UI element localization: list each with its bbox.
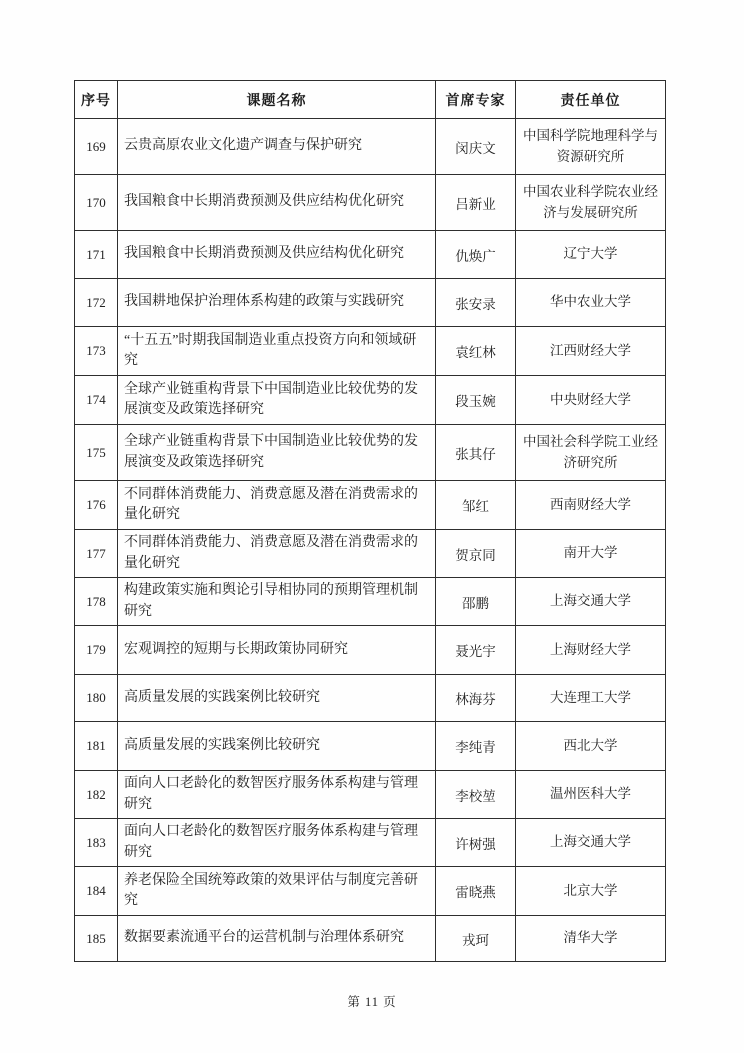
project-title: 高质量发展的实践案例比较研究 [118, 722, 436, 771]
row-number: 177 [75, 530, 118, 578]
table-row [75, 722, 666, 771]
table-row [75, 425, 666, 481]
col-header-chief-expert: 首席专家 [436, 81, 516, 119]
chief-expert: 张安录 [436, 279, 516, 327]
responsible-unit: 大连理工大学 [516, 675, 666, 722]
table-row [75, 327, 666, 376]
row-number: 183 [75, 819, 118, 867]
chief-expert: 袁红林 [436, 327, 516, 376]
projects-table [74, 80, 666, 962]
row-number: 176 [75, 481, 118, 530]
col-header-project-title: 课题名称 [118, 81, 436, 119]
responsible-unit: 辽宁大学 [516, 231, 666, 279]
table-row [75, 819, 666, 867]
responsible-unit: 清华大学 [516, 916, 666, 962]
project-title: 全球产业链重构背景下中国制造业比较优势的发展演变及政策选择研究 [118, 425, 436, 481]
table-row [75, 626, 666, 675]
chief-expert: 李校堃 [436, 771, 516, 819]
table-row [75, 231, 666, 279]
row-number: 171 [75, 231, 118, 279]
table-header-row [75, 81, 666, 119]
project-title: 面向人口老龄化的数智医疗服务体系构建与管理研究 [118, 819, 436, 867]
responsible-unit: 上海财经大学 [516, 626, 666, 675]
table-row [75, 916, 666, 962]
table-row [75, 771, 666, 819]
project-title: 不同群体消费能力、消费意愿及潜在消费需求的量化研究 [118, 530, 436, 578]
row-number: 169 [75, 119, 118, 175]
responsible-unit: 华中农业大学 [516, 279, 666, 327]
responsible-unit: 西北大学 [516, 722, 666, 771]
project-title: 我国粮食中长期消费预测及供应结构优化研究 [118, 175, 436, 231]
table-row [75, 530, 666, 578]
project-title: 云贵高原农业文化遗产调查与保护研究 [118, 119, 436, 175]
row-number: 181 [75, 722, 118, 771]
table-row [75, 119, 666, 175]
chief-expert: 张其仔 [436, 425, 516, 481]
table-row [75, 867, 666, 916]
table-row [75, 481, 666, 530]
chief-expert: 戎珂 [436, 916, 516, 962]
chief-expert: 林海芬 [436, 675, 516, 722]
chief-expert: 吕新业 [436, 175, 516, 231]
row-number: 184 [75, 867, 118, 916]
project-title: 我国粮食中长期消费预测及供应结构优化研究 [118, 231, 436, 279]
responsible-unit: 上海交通大学 [516, 819, 666, 867]
table-row [75, 279, 666, 327]
responsible-unit: 上海交通大学 [516, 578, 666, 626]
responsible-unit: 中国农业科学院农业经济与发展研究所 [516, 175, 666, 231]
responsible-unit: 温州医科大学 [516, 771, 666, 819]
project-title: 我国耕地保护治理体系构建的政策与实践研究 [118, 279, 436, 327]
table-row [75, 675, 666, 722]
col-header-number: 序号 [75, 81, 118, 119]
chief-expert: 邵鹏 [436, 578, 516, 626]
table-row [75, 578, 666, 626]
chief-expert: 仇焕广 [436, 231, 516, 279]
project-title: 不同群体消费能力、消费意愿及潜在消费需求的量化研究 [118, 481, 436, 530]
project-title: 数据要素流通平台的运营机制与治理体系研究 [118, 916, 436, 962]
page-number: 第 11 页 [347, 995, 397, 1009]
project-title: 全球产业链重构背景下中国制造业比较优势的发展演变及政策选择研究 [118, 376, 436, 425]
row-number: 179 [75, 626, 118, 675]
chief-expert: 邹红 [436, 481, 516, 530]
row-number: 170 [75, 175, 118, 231]
responsible-unit: 中国社会科学院工业经济研究所 [516, 425, 666, 481]
row-number: 185 [75, 916, 118, 962]
responsible-unit: 中国科学院地理科学与资源研究所 [516, 119, 666, 175]
chief-expert: 贺京同 [436, 530, 516, 578]
row-number: 182 [75, 771, 118, 819]
table-row [75, 376, 666, 425]
row-number: 172 [75, 279, 118, 327]
chief-expert: 雷晓燕 [436, 867, 516, 916]
project-title: “十五五”时期我国制造业重点投资方向和领域研究 [118, 327, 436, 376]
chief-expert: 李纯青 [436, 722, 516, 771]
project-title: 养老保险全国统筹政策的效果评估与制度完善研究 [118, 867, 436, 916]
project-title: 构建政策实施和舆论引导相协同的预期管理机制研究 [118, 578, 436, 626]
chief-expert: 段玉婉 [436, 376, 516, 425]
project-title: 面向人口老龄化的数智医疗服务体系构建与管理研究 [118, 771, 436, 819]
col-header-responsible-unit: 责任单位 [516, 81, 666, 119]
responsible-unit: 北京大学 [516, 867, 666, 916]
row-number: 173 [75, 327, 118, 376]
responsible-unit: 南开大学 [516, 530, 666, 578]
row-number: 175 [75, 425, 118, 481]
responsible-unit: 江西财经大学 [516, 327, 666, 376]
chief-expert: 聂光宇 [436, 626, 516, 675]
chief-expert: 闵庆文 [436, 119, 516, 175]
row-number: 174 [75, 376, 118, 425]
chief-expert: 许树强 [436, 819, 516, 867]
row-number: 180 [75, 675, 118, 722]
responsible-unit: 西南财经大学 [516, 481, 666, 530]
row-number: 178 [75, 578, 118, 626]
table-row [75, 175, 666, 231]
responsible-unit: 中央财经大学 [516, 376, 666, 425]
project-title: 高质量发展的实践案例比较研究 [118, 675, 436, 722]
project-title: 宏观调控的短期与长期政策协同研究 [118, 626, 436, 675]
